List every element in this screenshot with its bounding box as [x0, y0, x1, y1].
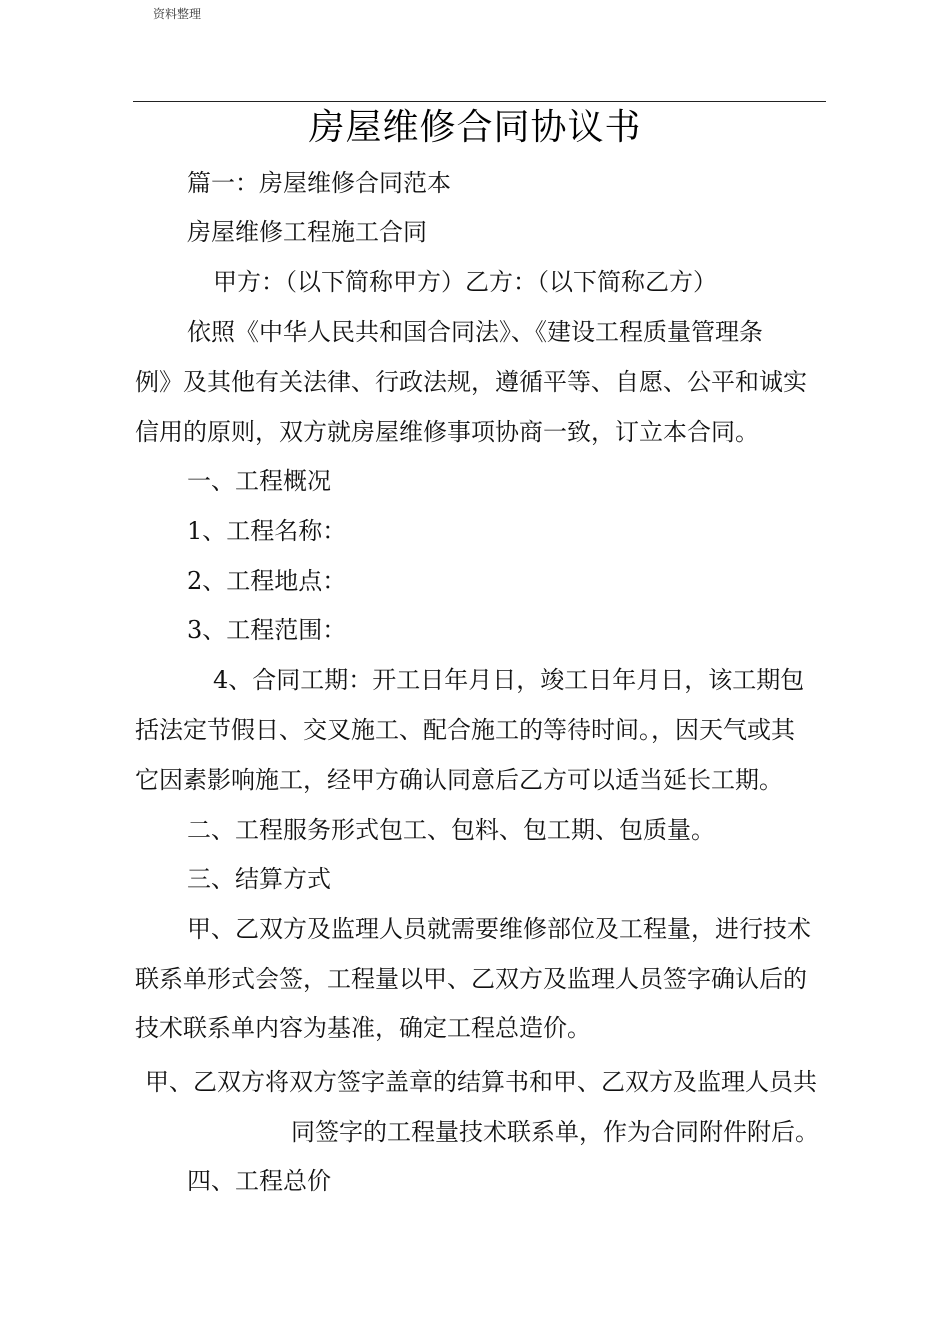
paragraph-line: 它因素影响施工，经甲方确认同意后乙方可以适当延长工期。 [135, 766, 783, 794]
paragraph-line: 甲、乙双方将双方签字盖章的结算书和甲、乙双方及监理人员共 [145, 1068, 817, 1096]
clause-item: 4、合同工期：开工日年月日，竣工日年月日，该工期包 [213, 666, 805, 694]
clause-item: 3、工程范围： [187, 616, 347, 644]
paragraph-line: 括法定节假日、交叉施工、配合施工的等待时间。，因天气或其 [135, 716, 795, 744]
paragraph-line: 信用的原则，双方就房屋维修事项协商一致，订立本合同。 [135, 418, 759, 446]
paragraph-line: 同签字的工程量技术联系单，作为合同附件附后。 [291, 1118, 819, 1146]
clause-heading: 二、工程服务形式包工、包料、包工期、包质量。 [187, 816, 715, 844]
clause-heading: 一、工程概况 [187, 467, 331, 495]
document-title: 房屋维修合同协议书 [308, 107, 642, 148]
paragraph-line: 例》及其他有关法律、行政法规，遵循平等、自愿、公平和诚实 [135, 368, 807, 396]
clause-item: 2、工程地点： [187, 567, 347, 595]
clause-item: 1、工程名称： [187, 517, 347, 545]
header-divider [133, 101, 826, 102]
paragraph-line: 甲、乙双方及监理人员就需要维修部位及工程量，进行技术 [187, 915, 811, 943]
paragraph-line: 技术联系单内容为基准，确定工程总造价。 [135, 1014, 591, 1042]
parties-line: 甲方：（以下简称甲方）乙方：（以下简称乙方） [213, 268, 717, 296]
clause-heading: 四、工程总价 [187, 1167, 331, 1195]
section-heading: 篇一：房屋维修合同范本 [187, 169, 451, 197]
paragraph-line: 依照《中华人民共和国合同法》、《建设工程质量管理条 [187, 318, 763, 346]
header-note: 资料整理 [153, 7, 202, 21]
paragraph-line: 联系单形式会签，工程量以甲、乙双方及监理人员签字确认后的 [135, 965, 807, 993]
contract-name: 房屋维修工程施工合同 [187, 218, 427, 246]
clause-heading: 三、结算方式 [187, 865, 331, 893]
